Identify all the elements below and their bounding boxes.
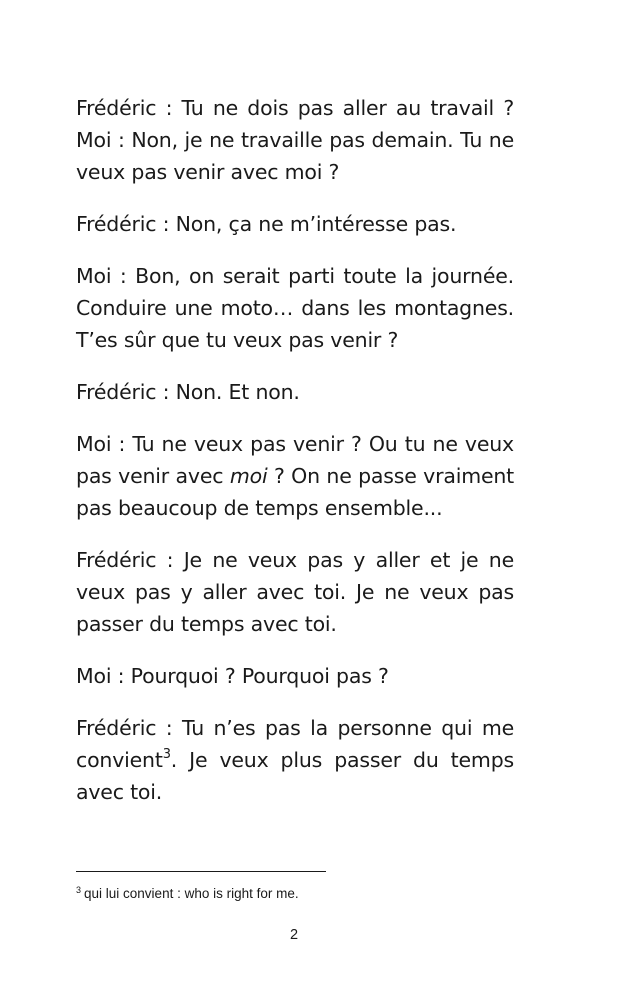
footnote-reference: 3 <box>162 747 171 763</box>
page-body <box>76 92 514 828</box>
dialogue-paragraph <box>76 428 514 524</box>
paragraph-text: . Je veux plus passer du temps avec toi. <box>76 748 514 804</box>
dialogue-paragraph: Frédéric : Je ne veux pas y aller et je ne veux pas y aller avec toi. Je ne veux pas passer du temps avec toi. <box>76 548 514 636</box>
dialogue-paragraph: Frédéric : Non, ça ne m’intéresse pas. <box>76 212 457 236</box>
dialogue-paragraph <box>76 712 514 808</box>
paragraph-text: ? On ne passe vraiment pas beaucoup de temps ensemble... <box>76 464 515 520</box>
page-number: 2 <box>289 927 299 943</box>
footnote-marker: 3 <box>76 884 82 895</box>
footnote <box>76 885 299 903</box>
emphasized-word: moi <box>229 464 268 488</box>
footnote-divider <box>76 871 326 872</box>
dialogue-paragraph: Moi : Bon, on serait parti toute la journée. Conduire une moto… dans les montagnes. T’es sûr que tu veux pas venir ? <box>76 264 514 352</box>
footnote-text: qui lui convient : who is right for me. <box>84 886 299 901</box>
dialogue-paragraph: Frédéric : Tu ne dois pas aller au travail ? Moi : Non, je ne travaille pas demain. Tu ne veux pas venir avec moi ? <box>76 96 514 184</box>
paragraph-text: Frédéric : Tu n’es pas la personne qui me convient <box>76 716 514 772</box>
dialogue-paragraph: Frédéric : Non. Et non. <box>76 380 300 404</box>
dialogue-paragraph: Moi : Pourquoi ? Pourquoi pas ? <box>76 664 389 688</box>
paragraph-text: Moi : Tu ne veux pas venir ? Ou tu ne veux pas venir avec <box>76 432 514 488</box>
